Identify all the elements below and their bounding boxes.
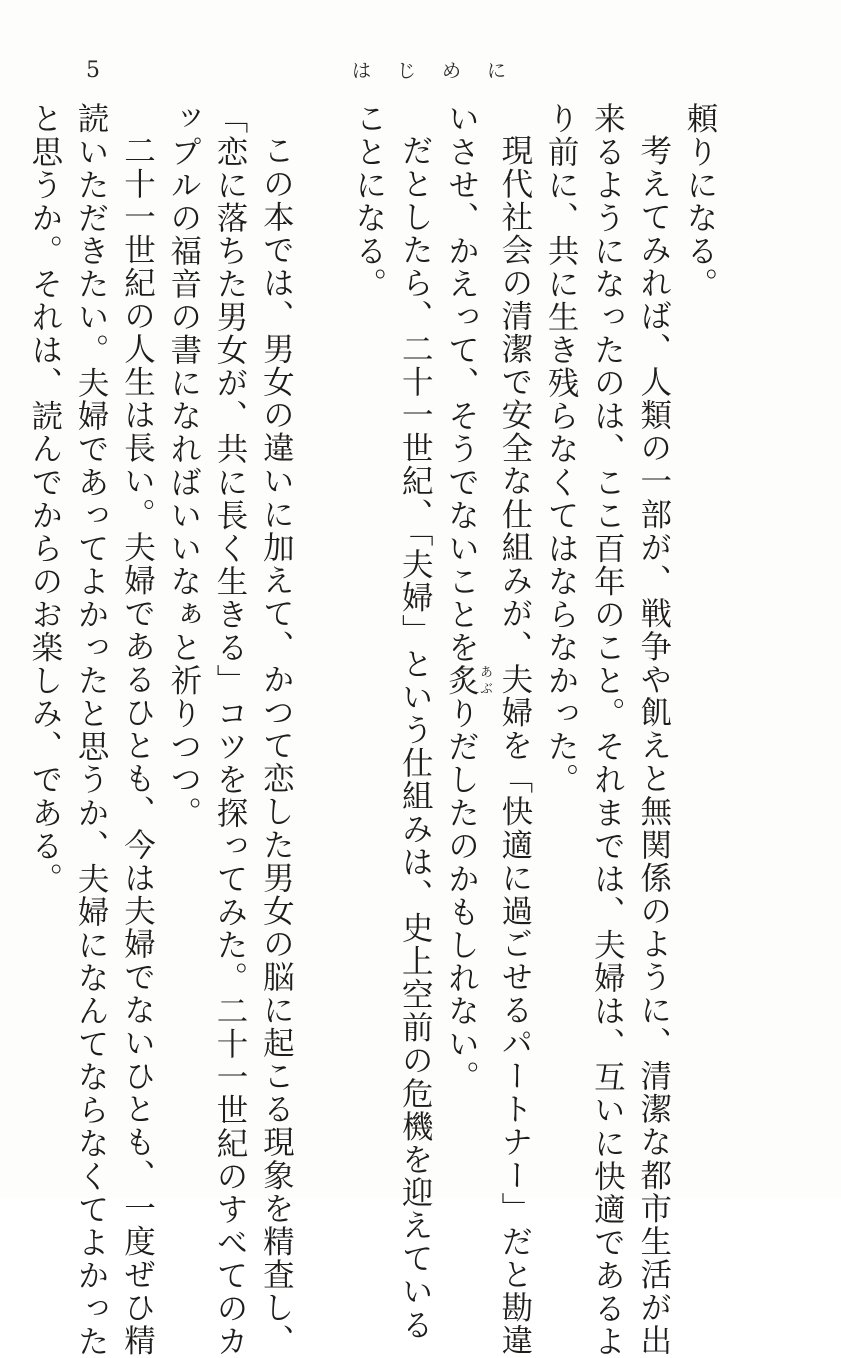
text-segment: いさせ、かえって、そうでないことを	[443, 102, 480, 664]
running-head: はじめに	[352, 60, 533, 82]
ruby-annotation	[443, 663, 493, 697]
text-line: 読いただきたい。夫婦であってよかったと思うか、夫婦になんてならなくてよかった	[73, 102, 110, 1358]
text-line: 「恋に落ちた男女が、共に長く生きる」コツを探ってみた。二十一世紀のすべてのカ	[212, 102, 249, 1358]
text-line-with-ruby	[438, 102, 491, 1182]
text-line: 二十一世紀の人生は長い。夫婦であるひとも、今は夫婦でないひとも、一度ぜひ精	[119, 133, 156, 1357]
ruby-base: 炙	[443, 663, 480, 697]
text-line: ことになる。	[350, 102, 387, 301]
vertical-body-text	[22, 102, 723, 1358]
text-line: 頼りになる。	[682, 102, 718, 301]
text-line: だとしたら、二十一世紀、「夫婦」という仕組みは、史上空前の危機を迎えている	[397, 133, 434, 1341]
text-line: り前に、共に生き残らなくてはならなかった。	[543, 102, 580, 797]
text-segment: りだしたのかもしれない。	[443, 696, 480, 1094]
text-line: ップルの福音の書になればいいなぁと祈りつつ。	[165, 102, 202, 830]
page-number: 5	[86, 58, 100, 83]
blank-line	[299, 102, 345, 1182]
ruby-reading: あぶ	[477, 663, 493, 697]
text-line: この本では、男女の違いに加えて、かつて恋した男女の脳に起こる現象を精査し、	[258, 133, 295, 1357]
text-line: 来るようになったのは、ここ百年のこと。それまでは、夫婦は、互いに快適であるよ	[589, 102, 626, 1358]
text-line: 現代社会の清潔で安全な仕組みが、夫婦を「快適に過ごせるパートナー」だと勘違	[496, 133, 533, 1357]
text-line: 考えてみれば、人類の一部が、戦争や飢えと無関係のように、清潔な都市生活が出	[635, 133, 672, 1357]
text-line: と思うか。それは、読んでからのお楽しみ、である。	[26, 102, 63, 896]
